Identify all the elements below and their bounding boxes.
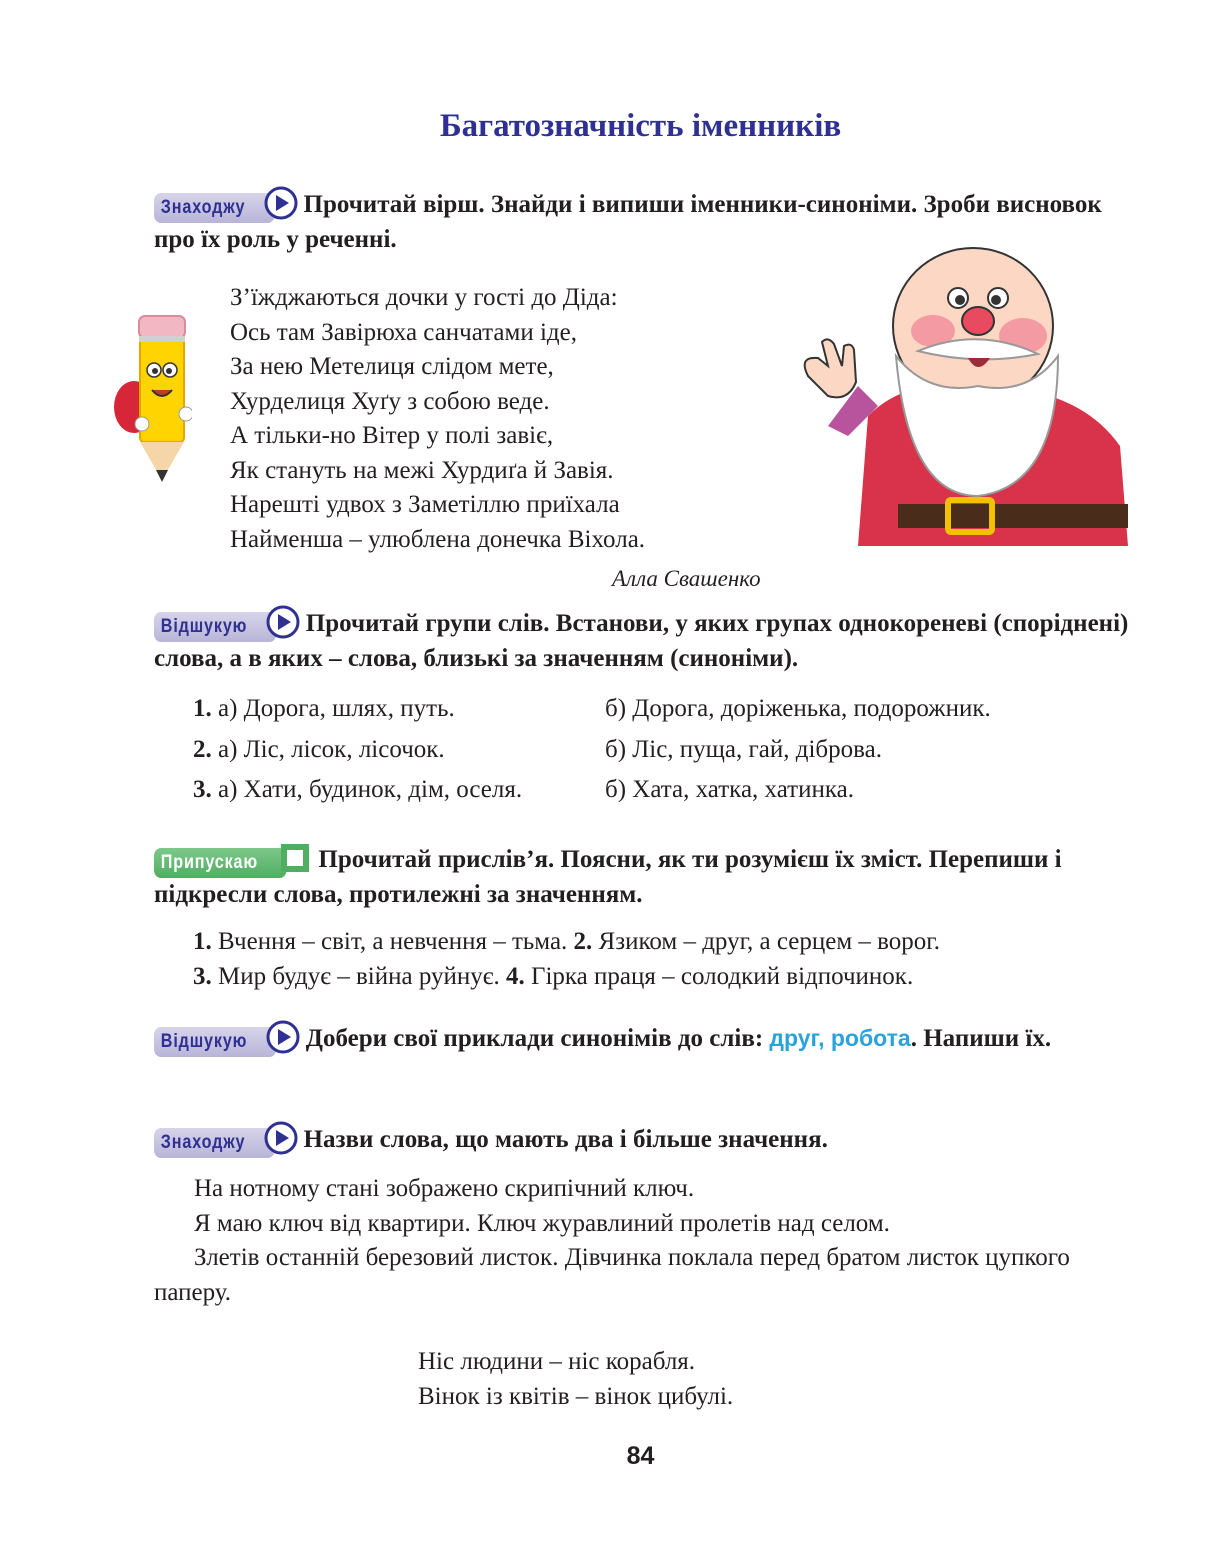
task-badge xyxy=(154,1123,296,1153)
task-badge xyxy=(154,188,296,218)
examples xyxy=(418,1345,733,1414)
play-icon xyxy=(264,186,298,220)
word-group-row xyxy=(193,689,991,730)
example-line: Ніс людини – ніс корабля. xyxy=(418,1348,696,1375)
example-line: Вінок із квітів – вінок цибулі. xyxy=(418,1382,734,1410)
sentence-line: На нотному стані зображено скрипічний ключ. xyxy=(194,1175,695,1202)
poem-line: Найменша – улюблена донечка Віхола. xyxy=(230,525,646,553)
proverb: Вчення – світ, а невчення – тьма. xyxy=(218,928,568,955)
proverb: Гірка праця – солодкий відпочинок. xyxy=(531,962,914,990)
play-icon xyxy=(264,1121,298,1155)
task-badge xyxy=(154,607,298,637)
sentence-line: Я маю ключ від квартири. Ключ журавлиний пролетів над селом. xyxy=(194,1209,890,1237)
poem-line: Нарешті удвох з Заметіллю приїхала xyxy=(230,491,620,518)
instruction-text: Назви слова, що мають два і більше значення. xyxy=(303,1126,828,1153)
proverb: Мир будує – війна руйнує. xyxy=(218,962,500,990)
word-groups xyxy=(193,689,991,811)
poem-line: За нею Метелиця слідом мете, xyxy=(230,353,554,380)
group-b: б) Хата, хатка, хатинка. xyxy=(605,776,854,803)
sentence-line: Злетів останній березовий листок. Дівчинка поклала перед братом листок цупкого паперу. xyxy=(154,1244,1070,1306)
task-badge xyxy=(154,1022,298,1052)
word-group-row xyxy=(193,770,991,811)
poem xyxy=(230,281,645,557)
task-3 xyxy=(154,842,1129,912)
instruction-text: Добери свої приклади синонімів до слів: xyxy=(305,1025,764,1052)
proverb: Язиком – друг, а серцем – ворог. xyxy=(598,928,940,955)
task-2-instruction xyxy=(154,606,1129,676)
item-number: 3. xyxy=(193,962,212,990)
play-icon xyxy=(266,1020,300,1054)
item-number: 2. xyxy=(573,928,593,955)
task-4-instruction xyxy=(154,1021,1129,1056)
group-a: а) Ліс, лісок, лісочок. xyxy=(218,735,445,763)
poem-author: Алла Свашенко xyxy=(612,566,761,591)
proverbs xyxy=(193,925,940,994)
square-icon xyxy=(278,841,312,875)
group-b: б) Ліс, пуща, гай, діброва. xyxy=(605,735,882,763)
instruction-text: Прочитай вірш. Знайди і випиши іменники-синоніми. Зроби висновок про їх роль у реченні. xyxy=(154,191,1102,253)
item-number: 1. xyxy=(193,695,212,722)
badge-label: Припускаю xyxy=(154,848,287,878)
item-number: 4. xyxy=(506,962,525,990)
badge-label: Знаходжу xyxy=(154,1128,274,1158)
group-b: б) Дорога, доріженька, подорожник. xyxy=(605,695,991,722)
item-number: 3. xyxy=(193,776,212,803)
poem-line: А тільки-но Вітер у полі завіє, xyxy=(230,422,554,449)
sentences xyxy=(154,1172,1129,1310)
task-5-instruction xyxy=(154,1122,1129,1157)
instruction-text: . Напиши їх. xyxy=(910,1025,1052,1052)
task-5 xyxy=(154,1122,1129,1157)
task-3-instruction xyxy=(154,842,1129,912)
task-4 xyxy=(154,1021,1129,1056)
proverb-line xyxy=(193,925,940,960)
poem-line: З’їжджаються дочки у гості до Діда: xyxy=(230,284,618,311)
item-number: 2. xyxy=(193,735,212,763)
page-number: 84 xyxy=(626,1442,655,1470)
group-a: а) Дорога, шлях, путь. xyxy=(218,695,455,722)
play-icon xyxy=(266,605,300,639)
poem-line: Ось там Завірюха санчатами іде, xyxy=(230,318,577,346)
grandfather-frost-icon xyxy=(798,246,1130,552)
word-group-row xyxy=(193,730,991,771)
badge-label: Знаходжу xyxy=(154,193,274,223)
group-a: а) Хати, будинок, дім, оселя. xyxy=(218,776,523,803)
highlighted-words: друг, робота xyxy=(769,1025,911,1051)
page-title: Багатозначність іменників xyxy=(439,108,842,144)
proverb-line xyxy=(193,960,940,995)
poem-line: Хурделиця Хуґу з собою веде. xyxy=(230,387,550,415)
pencil-character-icon xyxy=(112,312,192,484)
task-badge xyxy=(154,843,310,873)
item-number: 1. xyxy=(193,928,212,955)
poem-line: Як стануть на межі Хурдиґа й Завія. xyxy=(230,456,614,484)
instruction-text: Прочитай групи слів. Встанови, у яких групах однокореневі (споріднені) слова, а в яких – слова, близькі за значенням (синоніми). xyxy=(154,610,1129,672)
task-2 xyxy=(154,606,1129,676)
instruction-text: Прочитай прислів’я. Поясни, як ти розумієш їх зміст. Перепиши і підкресли слова, протилежні за значенням. xyxy=(154,846,1062,908)
badge-label: Відшукую xyxy=(154,1027,276,1057)
badge-label: Відшукую xyxy=(154,612,276,642)
